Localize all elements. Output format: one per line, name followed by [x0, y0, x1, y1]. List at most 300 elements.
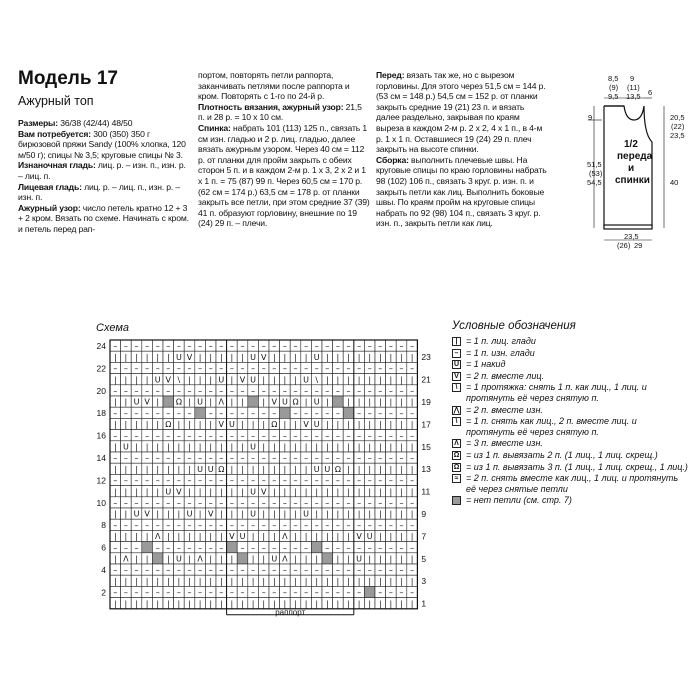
legend-item	[452, 382, 688, 403]
chart-symbol: |	[347, 397, 350, 407]
chart-symbol: |	[219, 576, 223, 586]
chart-symbol: –	[198, 341, 203, 351]
chart-symbol: –	[123, 364, 128, 374]
chart-symbol: V	[260, 487, 267, 497]
row-number-right: 9	[421, 508, 427, 519]
chart-symbol: –	[314, 431, 319, 441]
chart-symbol: |	[113, 464, 117, 474]
chart-symbol: U	[324, 464, 331, 474]
chart-symbol: –	[346, 543, 351, 553]
chart-symbol: –	[123, 431, 128, 441]
chart-symbol: –	[272, 520, 277, 530]
chart-symbol: |	[336, 352, 340, 362]
chart-symbol: |	[400, 554, 403, 564]
chart-symbol: –	[219, 476, 224, 486]
chart-symbol: –	[304, 431, 309, 441]
chart-symbol: –	[304, 543, 309, 553]
chart-symbol: –	[219, 565, 224, 575]
chart-symbol: Λ	[197, 554, 203, 564]
chart-symbol: –	[187, 341, 192, 351]
chart-symbol: |	[124, 599, 128, 609]
chart-symbol: –	[325, 431, 330, 441]
chart-symbol: |	[304, 352, 308, 362]
knitting-chart	[92, 336, 440, 628]
chart-symbol: U	[133, 509, 140, 519]
chart-symbol: |	[347, 509, 350, 519]
chart-symbol: |	[124, 375, 128, 385]
chart-symbol: |	[357, 397, 361, 407]
chart-symbol: –	[388, 498, 393, 508]
chart-symbol: –	[272, 431, 277, 441]
chart-symbol: –	[378, 588, 383, 598]
legend-item	[452, 336, 688, 347]
chart-symbol: |	[135, 420, 138, 430]
chart-symbol: –	[272, 476, 277, 486]
chart-symbol: –	[187, 386, 192, 396]
chart-symbol: |	[145, 464, 149, 474]
chart-symbol: –	[325, 543, 330, 553]
chart-symbol: |	[166, 352, 170, 362]
chart-symbol: |	[135, 375, 138, 385]
instructions-column-3	[376, 70, 548, 229]
chart-symbol: |	[410, 352, 414, 362]
chart-symbol: –	[410, 588, 415, 598]
chart-symbol: –	[367, 341, 372, 351]
chart-symbol: |	[219, 442, 223, 452]
legend-symbol-icon	[452, 496, 461, 505]
chart-symbol: –	[198, 364, 203, 374]
chart-symbol: –	[208, 588, 213, 598]
chart-symbol: –	[176, 453, 181, 463]
chart-symbol: |	[156, 352, 160, 362]
chart-symbol: |	[389, 442, 393, 452]
chart-symbol: |	[400, 532, 403, 542]
chart-symbol: –	[123, 386, 128, 396]
legend	[452, 336, 688, 507]
chart-symbol: –	[282, 341, 287, 351]
chart-symbol: –	[113, 543, 118, 553]
chart-cell	[195, 407, 206, 418]
chart-symbol: –	[251, 408, 256, 418]
chart-symbol: –	[208, 341, 213, 351]
chart-symbol: |	[188, 599, 191, 609]
chart-symbol: –	[219, 408, 224, 418]
chart-symbol: –	[388, 386, 393, 396]
chart-symbol: |	[251, 599, 255, 609]
chart-symbol: V	[144, 397, 150, 407]
chart-symbol: –	[367, 543, 372, 553]
chart-symbol: –	[282, 588, 287, 598]
chart-symbol: –	[155, 408, 160, 418]
chart-symbol: –	[388, 543, 393, 553]
legend-item	[452, 371, 688, 382]
chart-symbol: V	[165, 375, 172, 385]
chart-symbol: –	[166, 476, 171, 486]
chart-symbol: |	[272, 487, 276, 497]
chart-symbol: |	[304, 442, 308, 452]
paragraph-label: Перед:	[376, 70, 405, 80]
chart-symbol: –	[357, 498, 362, 508]
chart-symbol: |	[262, 554, 266, 564]
chart-symbol: –	[123, 408, 128, 418]
chart-symbol: |	[262, 464, 266, 474]
chart-symbol: |	[198, 442, 202, 452]
chart-symbol: –	[335, 408, 340, 418]
chart-symbol: |	[336, 576, 340, 586]
chart-symbol: –	[367, 520, 372, 530]
chart-symbol: –	[314, 498, 319, 508]
chart-symbol: –	[198, 476, 203, 486]
chart-symbol: –	[388, 408, 393, 418]
paragraph-label: Лицевая гладь:	[18, 181, 82, 192]
chart-symbol: –	[145, 588, 150, 598]
chart-symbol: –	[123, 453, 128, 463]
chart-symbol: –	[176, 386, 181, 396]
chart-symbol: |	[272, 509, 276, 519]
paragraph-text: набрать 101 (113) 125 п., связать 1 см изн. гладью и 2 р. лиц. гладью, далее вязать ажурным узором. Через 40 см = 112 р. от планки для пройм закрыть с обеих сторон 5 п. и в каждом 2-м р. 1 х 3, 2 х 2 и 1 х 1 п. = 75 (87) 99 п. Через 60,5 см = 170 р. (62 см = 174 р.) 63,5 см = 178 р. от планки закрыть все петли, при этом средние 37 (39) 41 п. образуют горловину, внешние по 19 (24) 29 п. – плечи.	[198, 122, 370, 229]
chart-symbol: –	[261, 543, 266, 553]
pattern-dimension-label: 9,5	[608, 92, 619, 101]
chart-symbol: –	[123, 476, 128, 486]
chart-symbol: –	[304, 476, 309, 486]
chart-symbol: –	[399, 453, 404, 463]
chart-symbol: |	[347, 420, 350, 430]
chart-symbol: –	[378, 453, 383, 463]
chart-symbol: |	[357, 509, 361, 519]
chart-symbol: –	[123, 498, 128, 508]
paragraph	[376, 70, 548, 155]
chart-symbol: |	[198, 532, 202, 542]
chart-symbol: –	[113, 565, 118, 575]
chart-symbol: |	[198, 375, 202, 385]
chart-symbol: –	[166, 453, 171, 463]
chart-symbol: |	[357, 464, 361, 474]
chart-symbol: –	[155, 543, 160, 553]
chart-symbol: |	[124, 509, 128, 519]
paragraph	[18, 182, 190, 203]
chart-symbol: –	[325, 588, 330, 598]
chart-symbol: –	[272, 386, 277, 396]
chart-symbol: –	[261, 408, 266, 418]
chart-symbol: –	[399, 588, 404, 598]
chart-symbol: |	[325, 599, 329, 609]
row-number-right: 5	[421, 553, 427, 564]
chart-symbol: –	[251, 588, 256, 598]
chart-symbol: –	[176, 565, 181, 575]
chart-symbol: |	[198, 576, 202, 586]
model-subtitle: Ажурный топ	[18, 94, 94, 108]
chart-symbol: Λ	[123, 554, 129, 564]
chart-symbol: |	[188, 420, 191, 430]
chart-symbol: |	[368, 487, 372, 497]
chart-symbol: –	[304, 453, 309, 463]
chart-symbol: U	[250, 509, 257, 519]
chart-symbol: |	[135, 554, 138, 564]
chart-symbol: |	[378, 420, 382, 430]
legend-text: = 2 п. вместе лиц.	[466, 370, 545, 381]
chart-symbol: –	[187, 431, 192, 441]
chart-symbol: –	[176, 364, 181, 374]
chart-symbol: |	[315, 576, 319, 586]
chart-symbol: U	[218, 375, 225, 385]
chart-symbol: –	[187, 520, 192, 530]
chart-symbol: |	[294, 352, 297, 362]
chart-symbol: –	[251, 543, 256, 553]
pattern-dimension-label: 9	[630, 74, 635, 83]
chart-symbol: |	[241, 576, 244, 586]
chart-symbol: |	[294, 509, 297, 519]
chart-symbol: |	[209, 599, 213, 609]
chart-symbol: |	[188, 554, 191, 564]
chart-symbol: |	[325, 532, 329, 542]
chart-symbol: |	[294, 420, 297, 430]
paragraph-label: Сборка:	[376, 154, 409, 165]
chart-symbol: |	[230, 375, 234, 385]
chart-symbol: |	[378, 464, 382, 474]
chart-symbol: –	[346, 498, 351, 508]
chart-symbol: |	[156, 442, 160, 452]
pattern-dimension-label: 29	[634, 241, 643, 250]
chart-symbol: –	[219, 588, 224, 598]
pattern-dimension-label: (22)	[671, 122, 685, 131]
chart-symbol: –	[378, 431, 383, 441]
chart-symbol: –	[293, 498, 298, 508]
chart-symbol: –	[198, 453, 203, 463]
chart-symbol: |	[156, 397, 160, 407]
chart-symbol: |	[389, 509, 393, 519]
pattern-dimension-label: 8,5	[608, 74, 619, 83]
chart-symbol: –	[166, 386, 171, 396]
chart-symbol: |	[368, 397, 372, 407]
schema-title: Схема	[96, 322, 129, 334]
chart-symbol: –	[219, 520, 224, 530]
chart-symbol: –	[208, 364, 213, 374]
chart-symbol: |	[198, 352, 202, 362]
chart-symbol: –	[229, 364, 234, 374]
legend-symbol-icon: –	[452, 349, 461, 358]
chart-cell	[322, 553, 333, 564]
chart-symbol: |	[124, 576, 128, 586]
chart-symbol: –	[314, 565, 319, 575]
chart-symbol: |	[262, 509, 266, 519]
chart-symbol: –	[346, 341, 351, 351]
chart-symbol: –	[335, 588, 340, 598]
chart-symbol: |	[304, 554, 308, 564]
chart-symbol: |	[389, 420, 393, 430]
chart-symbol: |	[410, 554, 414, 564]
chart-symbol: –	[325, 386, 330, 396]
row-number-right: 23	[421, 352, 431, 363]
chart-symbol: –	[187, 543, 192, 553]
chart-symbol: –	[187, 364, 192, 374]
chart-symbol: U	[303, 509, 310, 519]
chart-symbol: |	[145, 554, 149, 564]
chart-symbol: |	[325, 487, 329, 497]
chart-symbol: V	[186, 352, 193, 362]
pattern-dimension-label: 1/2	[624, 139, 638, 150]
chart-symbol: –	[134, 341, 139, 351]
paragraph	[198, 123, 370, 229]
paragraph	[18, 118, 190, 129]
legend-item	[452, 450, 688, 461]
legend-item	[452, 416, 688, 437]
chart-symbol: –	[251, 565, 256, 575]
chart-symbol: U	[313, 397, 320, 407]
chart-symbol: |	[336, 554, 340, 564]
pattern-dimension-label: 40	[670, 178, 679, 187]
chart-symbol: V	[207, 509, 214, 519]
chart-symbol: |	[294, 487, 297, 497]
chart-symbol: –	[134, 453, 139, 463]
chart-symbol: |	[294, 375, 297, 385]
legend-item	[452, 462, 688, 473]
chart-symbol: |	[410, 509, 414, 519]
chart-symbol: U	[281, 397, 288, 407]
chart-symbol: –	[304, 520, 309, 530]
chart-symbol: –	[357, 476, 362, 486]
chart-symbol: |	[368, 554, 372, 564]
chart-symbol: –	[198, 431, 203, 441]
chart-symbol: –	[346, 453, 351, 463]
chart-symbol: –	[325, 476, 330, 486]
chart-symbol: –	[346, 476, 351, 486]
chart-symbol: |	[410, 464, 414, 474]
chart-symbol: –	[123, 520, 128, 530]
chart-symbol: |	[389, 576, 393, 586]
chart-symbol: |	[166, 554, 170, 564]
chart-symbol: –	[367, 453, 372, 463]
pattern-dimension-label: 51,5	[587, 160, 602, 169]
chart-symbol: –	[410, 565, 415, 575]
chart-symbol: |	[166, 576, 170, 586]
chart-symbol: –	[293, 543, 298, 553]
chart-symbol: |	[389, 487, 393, 497]
chart-symbol: |	[113, 532, 117, 542]
chart-symbol: –	[176, 408, 181, 418]
chart-symbol: |	[209, 532, 213, 542]
legend-symbol-icon: U	[453, 361, 460, 369]
chart-symbol: U	[356, 554, 363, 564]
paragraph-label: Спинка:	[198, 122, 231, 133]
chart-symbol: |	[156, 576, 160, 586]
chart-symbol: –	[410, 543, 415, 553]
chart-symbol: –	[155, 498, 160, 508]
chart-symbol: |	[113, 576, 117, 586]
chart-symbol: –	[155, 565, 160, 575]
chart-symbol: |	[347, 464, 350, 474]
chart-symbol: |	[378, 554, 382, 564]
chart-cell	[333, 396, 344, 407]
chart-symbol: |	[315, 532, 319, 542]
chart-symbol: –	[304, 498, 309, 508]
chart-symbol: |	[400, 352, 403, 362]
chart-symbol: –	[335, 543, 340, 553]
chart-symbol: |	[283, 352, 287, 362]
chart-symbol: U	[313, 464, 320, 474]
chart-symbol: V	[229, 532, 235, 542]
chart-symbol: |	[378, 375, 382, 385]
legend-symbol-icon: Ω	[453, 451, 460, 459]
chart-symbol: –	[293, 364, 298, 374]
chart-symbol: –	[261, 588, 266, 598]
chart-symbol: Ω	[271, 420, 278, 430]
chart-symbol: |	[230, 464, 234, 474]
chart-symbol: |	[124, 420, 128, 430]
chart-symbol: –	[198, 498, 203, 508]
chart-symbol: –	[325, 498, 330, 508]
chart-symbol: Ω	[334, 464, 341, 474]
chart-symbol: U	[250, 487, 257, 497]
chart-symbol: –	[240, 386, 245, 396]
chart-symbol: –	[272, 498, 277, 508]
chart-symbol: –	[399, 341, 404, 351]
legend-text: = из 1 п. вывязать 2 п. (1 лиц., 1 лиц. скрещ.)	[466, 449, 658, 460]
chart-symbol: |	[315, 442, 319, 452]
chart-symbol: –	[293, 565, 298, 575]
chart-cell	[364, 586, 375, 597]
chart-symbol: V	[271, 397, 278, 407]
chart-symbol: |	[209, 576, 213, 586]
chart-symbol: |	[410, 487, 414, 497]
chart-symbol: –	[208, 431, 213, 441]
chart-symbol: –	[293, 476, 298, 486]
chart-symbol: |	[113, 352, 117, 362]
chart-symbol: –	[410, 364, 415, 374]
chart-symbol: –	[357, 588, 362, 598]
chart-symbol: |	[113, 375, 117, 385]
chart-symbol: |	[241, 464, 244, 474]
pattern-dimension-label: (53)	[589, 169, 603, 178]
chart-symbol: –	[335, 341, 340, 351]
row-number-right: 19	[421, 396, 431, 407]
legend-title: Условные обозначения	[452, 320, 576, 332]
chart-symbol: –	[251, 476, 256, 486]
chart-symbol: –	[410, 386, 415, 396]
chart-symbol: –	[240, 498, 245, 508]
chart-symbol: |	[241, 420, 244, 430]
chart-symbol: –	[240, 588, 245, 598]
row-number-left: 14	[96, 452, 106, 463]
chart-symbol: –	[229, 408, 234, 418]
legend-symbol-icon: \	[452, 417, 461, 426]
chart-symbol: –	[399, 543, 404, 553]
chart-symbol: –	[229, 476, 234, 486]
legend-text: = 1 п. изн. глади	[466, 347, 535, 358]
chart-symbol: –	[399, 364, 404, 374]
chart-symbol: V	[356, 532, 362, 542]
chart-symbol: –	[346, 386, 351, 396]
chart-symbol: –	[410, 431, 415, 441]
chart-symbol: –	[219, 498, 224, 508]
row-number-right: 1	[421, 598, 427, 609]
paragraph	[18, 203, 190, 235]
chart-symbol: –	[251, 431, 256, 441]
chart-symbol: –	[357, 341, 362, 351]
chart-symbol: |	[113, 599, 117, 609]
chart-symbol: |	[294, 532, 297, 542]
chart-symbol: Ω	[292, 397, 299, 407]
chart-symbol: –	[134, 520, 139, 530]
chart-symbol: –	[176, 520, 181, 530]
chart-symbol: –	[229, 386, 234, 396]
chart-symbol: –	[251, 364, 256, 374]
chart-symbol: |	[124, 397, 128, 407]
chart-symbol: |	[219, 532, 223, 542]
chart-symbol: |	[219, 509, 223, 519]
chart-symbol: U	[313, 352, 320, 362]
chart-symbol: |	[357, 352, 361, 362]
chart-symbol: –	[261, 341, 266, 351]
